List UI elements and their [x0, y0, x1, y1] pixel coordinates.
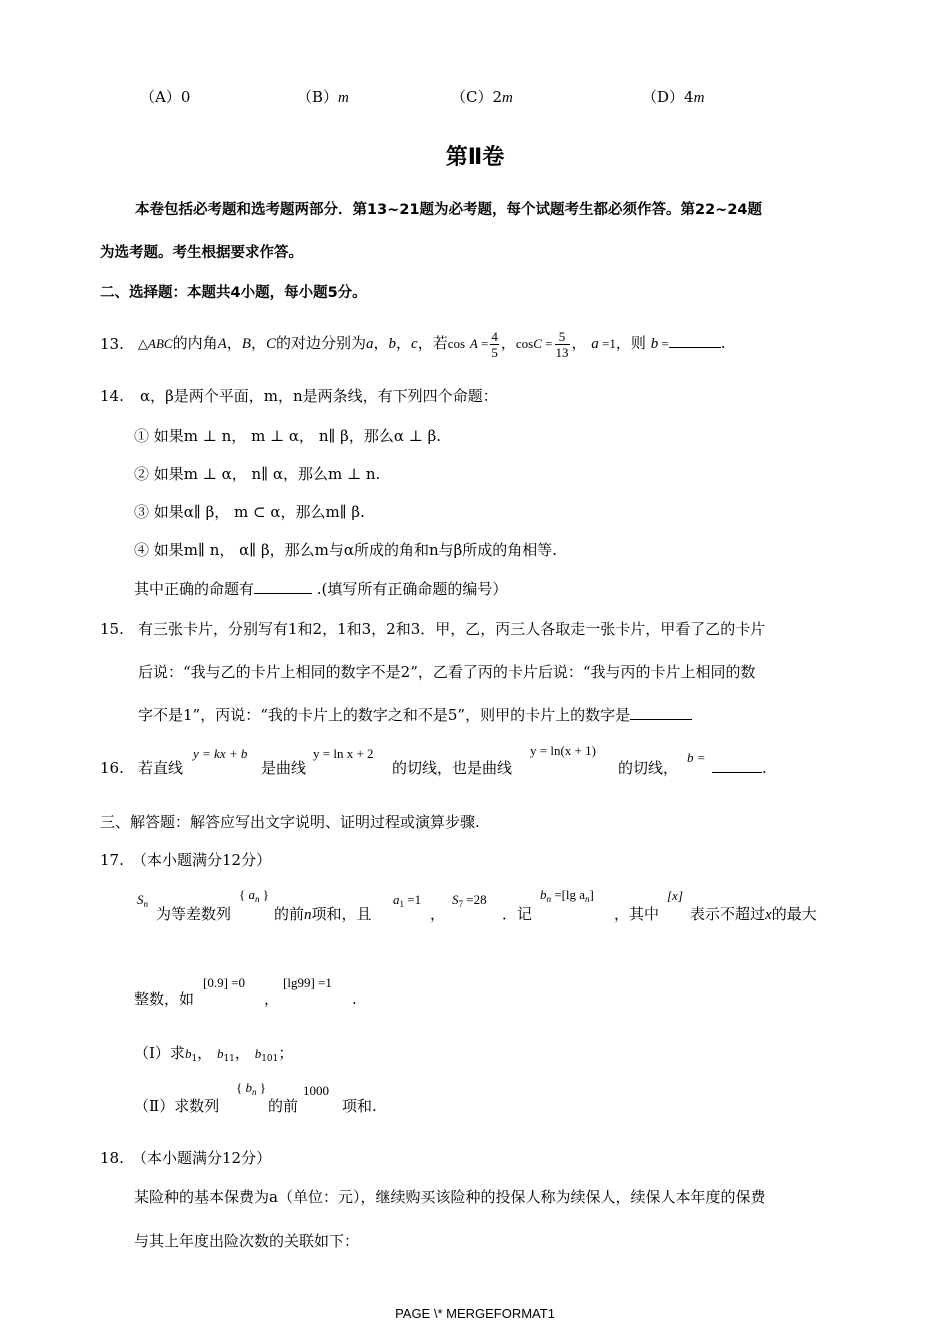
q17-comma-2: ， [264, 990, 280, 1008]
q16-text-3: 的切线，也是曲线 [392, 759, 513, 777]
page-footer: PAGE \* MERGEFORMAT1 [395, 1306, 555, 1321]
q17-S7: $S_7 =28$ [452, 892, 487, 909]
q13-text: △ABC的内角A，B，C的对边分别为a，b，c，若cos A = $\frac{4}{5}$ ，cosC = $\frac{5}{13}$ ， a =1，则 b = . [138, 328, 726, 360]
q16-line-equation: y = kx + b [193, 746, 248, 761]
q17-text-1: 为等差数列 [156, 905, 232, 923]
q17-number: 17. [100, 851, 124, 869]
q14-proposition-1: ① 如果m ⊥ n， m ⊥ α， n∥ β，那么α ⊥ β. [134, 427, 442, 445]
q13-number: 13. [100, 335, 124, 353]
q17-a1: $a_1 =1$ [393, 892, 422, 909]
q18-line-2: 与其上年度出险次数的关联如下： [134, 1232, 360, 1250]
q17-text-6: 表示不超过x的最大 [690, 905, 817, 923]
q16-b-equation: b = [687, 750, 706, 765]
q14-proposition-3: ③ 如果α∥ β， m ⊂ α，那么m∥ β. [134, 503, 365, 521]
q17-bn-seq: { $b_n$ } [236, 1080, 266, 1097]
intro-line-1: 本卷包括必考题和选考题两部分．第13~21题为必考题，每个试题考生都必须作答。第22~24题 [135, 202, 763, 218]
q17-example-1: [0.9] =0 [203, 975, 245, 990]
answer-blank [630, 719, 692, 720]
answer-blank [669, 347, 721, 348]
q14-number: 14. [100, 387, 124, 405]
q14-stem: α，β是两个平面，m，n是两条线，有下列四个命题： [140, 387, 498, 405]
q17-an: { $a_n$ } [239, 887, 269, 904]
q17-text-2: 的前n项和，且 [274, 905, 372, 923]
answer-blank [254, 593, 312, 594]
q16-answer: . [712, 758, 767, 778]
q17-line-2-pre: 整数，如 [134, 990, 195, 1008]
q17-text-4: ．记 [502, 905, 533, 923]
q17-part-2-end: 项和. [342, 1097, 377, 1115]
q17-floor-x: [x] [667, 888, 683, 903]
q17-dot: . [352, 990, 357, 1008]
q16-curve1-equation: y = ln x + 2 [313, 746, 374, 761]
q16-text-2: 是曲线 [261, 759, 307, 777]
section-title: 第Ⅱ卷 [445, 145, 505, 170]
q17-comma: ， [430, 905, 446, 923]
q17-score: （本小题满分12分） [132, 851, 272, 869]
q17-example-2: [lg99] =1 [283, 975, 332, 990]
q16-text-1: 若直线 [138, 759, 184, 777]
choice-d: （D）4m [642, 88, 705, 106]
fraction-5-13: $\frac{5}{13}$ [555, 328, 569, 360]
q18-score: （本小题满分12分） [132, 1149, 272, 1167]
q16-text-4: 的切线， [618, 759, 679, 777]
q15-line-1: 有三张卡片，分别写有1和2，1和3，2和3．甲，乙，丙三人各取走一张卡片，甲看了乙的卡片 [138, 620, 766, 638]
intro-line-2: 为选考题。考生根据要求作答。 [100, 245, 303, 261]
q17-bn-def: $b_n =[\lg$ $a_n$] [540, 887, 594, 904]
fraction-4-5: $\frac{4}{5}$ [491, 328, 498, 360]
q17-part-2-mid: 的前 [268, 1097, 299, 1115]
choice-a: （A）0 [140, 88, 191, 106]
q17-count: 1000 [303, 1083, 329, 1098]
q17-Sn: $S_n$ [137, 892, 148, 909]
q14-question: 其中正确的命题有 .(填写所有正确命题的编号） [134, 580, 508, 598]
q18-number: 18. [100, 1149, 124, 1167]
part3-heading: 三、解答题：解答应写出文字说明、证明过程或演算步骤. [100, 813, 480, 831]
q17-text-5: ，其中 [614, 905, 660, 923]
q17-part-1: （Ⅰ）求$b_1$， $b_{11}$， $b_{101}$； [134, 1044, 294, 1064]
q15-line-3: 字不是1”，丙说：“我的卡片上的数字之和不是5”，则甲的卡片上的数字是 [138, 705, 692, 725]
q18-line-1: 某险种的基本保费为a（单位：元），继续购买该险种的投保人称为续保人，续保人本年度的保费 [134, 1188, 766, 1206]
q14-proposition-4: ④ 如果m∥ n， α∥ β，那么m与α所成的角和n与β所成的角相等. [134, 541, 558, 559]
q16-curve2-equation: y = ln(x + 1) [530, 743, 596, 758]
part2-heading: 二、选择题：本题共4小题，每小题5分。 [100, 285, 367, 301]
choice-c: （C）2m [451, 88, 513, 106]
q15-number: 15. [100, 620, 124, 638]
answer-blank [712, 772, 762, 773]
q14-proposition-2: ② 如果m ⊥ α， n∥ α，那么m ⊥ n. [134, 465, 381, 483]
q16-number: 16. [100, 759, 124, 777]
q15-line-2: 后说：“我与乙的卡片上相同的数字不是2”，乙看了丙的卡片后说：“我与丙的卡片上相同的数 [138, 663, 756, 681]
choice-b: （B）m [297, 88, 349, 106]
q17-part-2-pre: （Ⅱ）求数列 [134, 1097, 220, 1115]
